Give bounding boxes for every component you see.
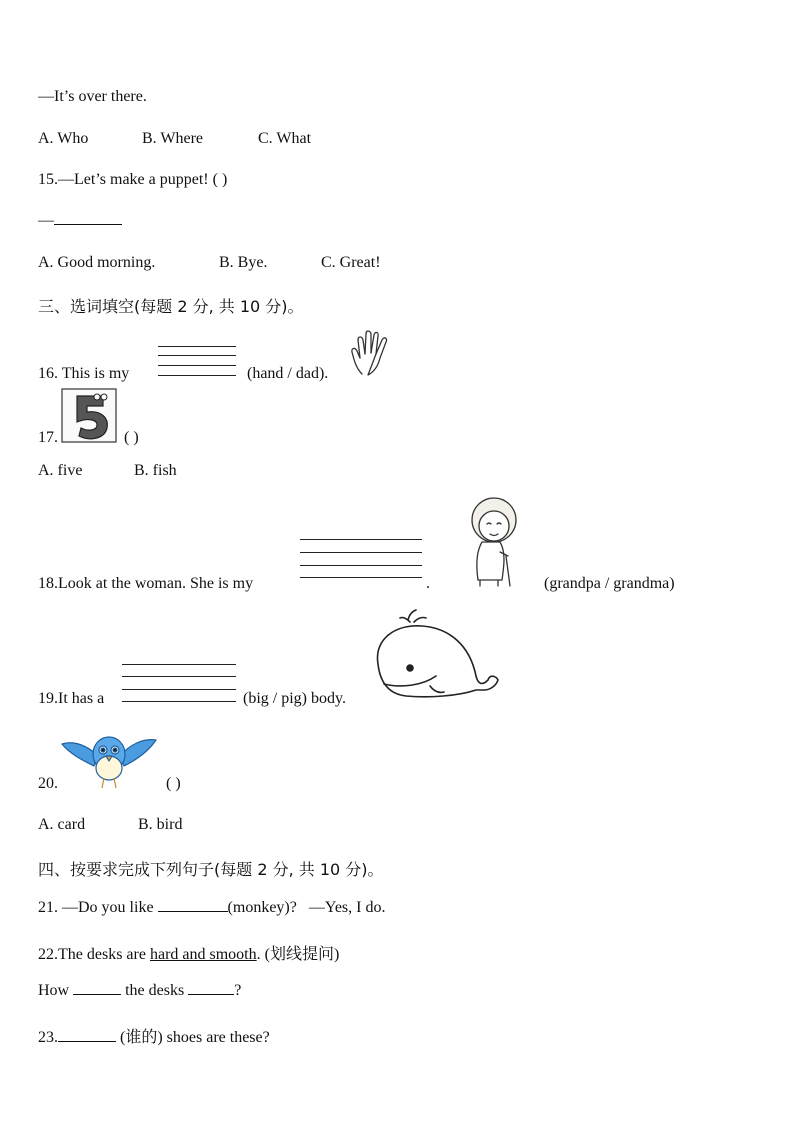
q18-choices: (grandpa / grandma) xyxy=(544,575,675,592)
q15-answer-blank[interactable] xyxy=(54,223,122,225)
q20-option-b: B. bird xyxy=(138,816,183,833)
q14-reply: —It’s over there. xyxy=(38,88,147,105)
section-4-heading: 四、按要求完成下列句子(每题 2 分, 共 10 分)。 xyxy=(38,860,384,879)
q23-after: (谁的) shoes are these? xyxy=(120,1029,270,1046)
q23-number: 23. xyxy=(38,1029,58,1046)
q22b-blank-2[interactable] xyxy=(188,993,234,995)
q23-answer-blank[interactable] xyxy=(58,1040,116,1042)
q21-hint: (monkey)? xyxy=(227,899,297,916)
q20-answer-paren[interactable]: ( ) xyxy=(166,775,181,792)
q14-option-a: A. Who xyxy=(38,130,89,147)
q22-underlined: hard and smooth xyxy=(149,946,257,963)
q16-ruled-blank[interactable] xyxy=(158,346,236,376)
q17-number: 17. xyxy=(38,429,58,446)
q18-ruled-blank[interactable] xyxy=(300,539,422,578)
q17-answer-paren[interactable]: ( ) xyxy=(124,429,139,446)
q15-reply-line xyxy=(38,212,122,230)
number-five-icon xyxy=(61,388,117,443)
hand-icon xyxy=(348,328,394,378)
q18-dot: . xyxy=(426,575,430,592)
q15-prompt: 15.—Let’s make a puppet! ( ) xyxy=(38,171,228,188)
q22-line xyxy=(38,941,339,964)
q15-reply-dash: — xyxy=(38,212,54,229)
q23-line xyxy=(38,1024,270,1047)
q15-option-c: C. Great! xyxy=(321,254,381,271)
q17-option-b: B. fish xyxy=(134,462,177,479)
q22b-line xyxy=(38,982,241,1000)
q21-before: 21. —Do you like xyxy=(38,899,154,916)
whale-icon xyxy=(370,606,502,702)
q14-option-b: B. Where xyxy=(142,130,204,147)
bird-icon xyxy=(60,726,158,792)
q22-before: 22.The desks are xyxy=(38,946,146,963)
q21-line xyxy=(38,899,385,917)
q19-before: 19.It has a xyxy=(38,690,105,707)
section-3-heading: 三、选词填空(每题 2 分, 共 10 分)。 xyxy=(38,297,304,316)
q19-ruled-blank[interactable] xyxy=(122,664,236,702)
q22-after: . (划线提问) xyxy=(256,946,340,963)
q15-option-a: A. Good morning. xyxy=(38,254,156,271)
q22b-mid: the desks xyxy=(125,982,185,999)
q17-option-a: A. five xyxy=(38,462,83,479)
q21-answer-blank[interactable] xyxy=(158,910,228,912)
q16-before: 16. This is my xyxy=(38,365,130,382)
q16-after: (hand / dad). xyxy=(247,365,329,382)
q21-reply: —Yes, I do. xyxy=(308,899,386,916)
q20-number: 20. xyxy=(38,775,58,792)
q15-option-b: B. Bye. xyxy=(219,254,268,271)
q22b-blank-1[interactable] xyxy=(73,993,121,995)
q18-before: 18.Look at the woman. She is my xyxy=(38,575,254,592)
q22b-end: ? xyxy=(234,982,242,999)
grandma-icon xyxy=(458,496,528,588)
q20-option-a: A. card xyxy=(38,816,86,833)
q19-after: (big / pig) body. xyxy=(243,690,346,707)
q22b-how: How xyxy=(38,982,70,999)
q14-option-c: C. What xyxy=(258,130,312,147)
